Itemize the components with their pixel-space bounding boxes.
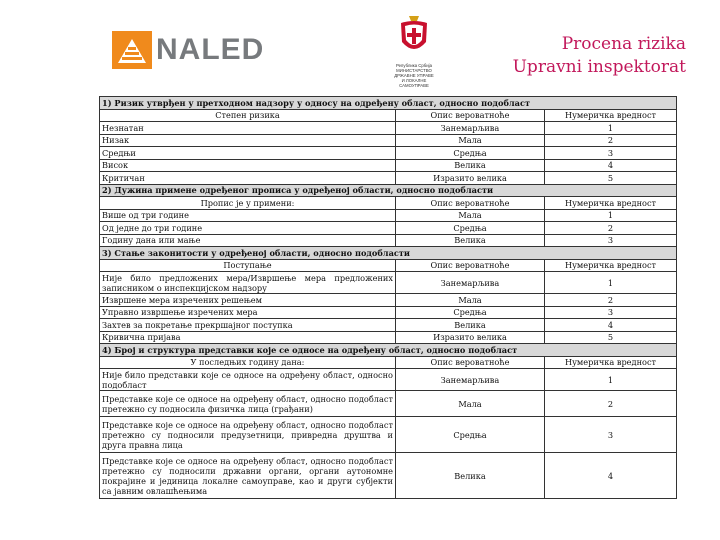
- table-cell: Мала: [396, 391, 545, 417]
- table-cell: Средња: [396, 147, 545, 160]
- column-header: Опис вероватноће: [396, 259, 545, 272]
- table-cell: 4: [545, 159, 677, 172]
- column-header: Опис вероватноће: [396, 356, 545, 369]
- table-header-row: [100, 259, 677, 272]
- table-cell: 1: [545, 272, 677, 294]
- table-header-row: [100, 109, 677, 122]
- table-header-row: [100, 356, 677, 369]
- table-cell: 4: [545, 319, 677, 332]
- table-cell: Висок: [100, 159, 396, 172]
- table-row: [100, 272, 677, 294]
- table-cell: 3: [545, 306, 677, 319]
- risk-assessment-table: [99, 96, 677, 499]
- table-cell: Није било представки које се односе на одређену област, односно подобласт: [100, 369, 396, 391]
- table-cell: Средња: [396, 417, 545, 453]
- table-row: [100, 417, 677, 453]
- column-header: Опис вероватноће: [396, 197, 545, 210]
- table-cell: 2: [545, 294, 677, 307]
- column-header: Поступање: [100, 259, 396, 272]
- table-row: [100, 331, 677, 344]
- naled-logo: [112, 30, 272, 70]
- table-cell: Велика: [396, 453, 545, 499]
- table-cell: Мала: [396, 294, 545, 307]
- slide-title: [513, 33, 686, 79]
- ministry-crest: [388, 14, 440, 88]
- crest-caption-line: И ЛОКАЛНЕ: [401, 78, 427, 83]
- crest-caption-line: Република Србија: [395, 63, 433, 68]
- table-cell: Управно извршење изречених мера: [100, 306, 396, 319]
- section-heading: [100, 344, 677, 357]
- column-header: У последњих годину дана:: [100, 356, 396, 369]
- table-cell: 1: [545, 209, 677, 222]
- table-cell: 5: [545, 172, 677, 185]
- table-row: [100, 391, 677, 417]
- table-cell: 4: [545, 453, 677, 499]
- table-cell: 2: [545, 134, 677, 147]
- table-cell: Велика: [396, 159, 545, 172]
- table-cell: 1: [545, 122, 677, 135]
- table-cell: Занемарљива: [396, 369, 545, 391]
- slide-title-line-2: Upravni inspektorat: [512, 57, 686, 77]
- serbian-coat-of-arms-icon: [399, 14, 429, 58]
- section-heading-text: 3) Стање законитости у одређеној области, односно подобласти: [100, 247, 677, 260]
- table-cell: Велика: [396, 319, 545, 332]
- table-row: [100, 222, 677, 235]
- table-cell: Занемарљива: [396, 122, 545, 135]
- table-row: [100, 306, 677, 319]
- table-cell: Од једне до три године: [100, 222, 396, 235]
- column-header: Нумеричка вредност: [545, 197, 677, 210]
- table-cell: Занемарљива: [396, 272, 545, 294]
- column-header: Нумеричка вредност: [545, 109, 677, 122]
- table-cell: Велика: [396, 234, 545, 247]
- section-heading-text: 2) Дужина примене одређеног прописа у одређеној области, односно подобласти: [100, 184, 677, 197]
- column-header: Опис вероватноће: [396, 109, 545, 122]
- table-cell: 2: [545, 222, 677, 235]
- column-header: Нумеричка вредност: [545, 259, 677, 272]
- section-heading: [100, 247, 677, 260]
- table-cell: Годину дана или мање: [100, 234, 396, 247]
- table-row: [100, 172, 677, 185]
- table-cell: 2: [545, 391, 677, 417]
- table-row: [100, 369, 677, 391]
- table-cell: 3: [545, 417, 677, 453]
- table-row: [100, 453, 677, 499]
- table-cell: Критичан: [100, 172, 396, 185]
- section-heading: [100, 184, 677, 197]
- table-cell: 3: [545, 234, 677, 247]
- table-cell: Средњи: [100, 147, 396, 160]
- section-heading-text: 4) Број и структура представки које се односе на одређену област, односно подобласт: [100, 344, 677, 357]
- column-header: Степен ризика: [100, 109, 396, 122]
- table-header-row: [100, 197, 677, 210]
- table-cell: Изразито велика: [396, 172, 545, 185]
- slide-title-line-1: Procena rizika: [561, 34, 686, 54]
- table-row: [100, 319, 677, 332]
- table-cell: Средња: [396, 222, 545, 235]
- table-row: [100, 147, 677, 160]
- table-row: [100, 134, 677, 147]
- crest-caption-line: ДРЖАВНЕ УПРАВЕ: [394, 73, 434, 78]
- table-cell: Представке које се односе на одређену област, односно подобласт претежно су подносили државни органи, органи аутономне покрајине и јединица локалне самоуправе, као и други субјекти са јавним овлашћењима: [100, 453, 396, 499]
- table-row: [100, 122, 677, 135]
- table-cell: Није било предложених мера/Извршење мера предложених записником о инспекцијском надзору: [100, 272, 396, 294]
- crest-caption-line: САМОУПРАВЕ: [399, 83, 429, 88]
- risk-assessment-table-image: [99, 96, 676, 499]
- section-heading: [100, 97, 677, 110]
- table-cell: Извршене мера изречених решењем: [100, 294, 396, 307]
- table-cell: Захтев за покретање прекршајног поступка: [100, 319, 396, 332]
- naled-logo-mark-icon: [112, 31, 152, 69]
- table-cell: Представке које се односе на одређену област, односно подобласт претежно су подносили предузетници, привредна друштва и друга правна лица: [100, 417, 396, 453]
- table-cell: 3: [545, 147, 677, 160]
- table-cell: 1: [545, 369, 677, 391]
- column-header: Нумеричка вредност: [545, 356, 677, 369]
- table-cell: Мала: [396, 209, 545, 222]
- table-cell: Мала: [396, 134, 545, 147]
- table-row: [100, 294, 677, 307]
- table-cell: Низак: [100, 134, 396, 147]
- table-cell: Кривична пријава: [100, 331, 396, 344]
- table-row: [100, 234, 677, 247]
- table-row: [100, 209, 677, 222]
- column-header: Пропис је у примени:: [100, 197, 396, 210]
- table-cell: Представке које се односе на одређену област, односно подобласт претежно су подносила физичка лица (грађани): [100, 391, 396, 417]
- table-cell: Незнатан: [100, 122, 396, 135]
- crest-caption-line: МИНИСТАРСТВО: [396, 68, 432, 73]
- section-heading-text: 1) Ризик утврђен у претходном надзору у односу на одређену област, односно подобласт: [100, 97, 677, 110]
- naled-logo-text: NALED: [156, 33, 265, 66]
- table-cell: Изразито велика: [396, 331, 545, 344]
- table-cell: Више од три године: [100, 209, 396, 222]
- table-cell: Средња: [396, 306, 545, 319]
- table-row: [100, 159, 677, 172]
- table-cell: 5: [545, 331, 677, 344]
